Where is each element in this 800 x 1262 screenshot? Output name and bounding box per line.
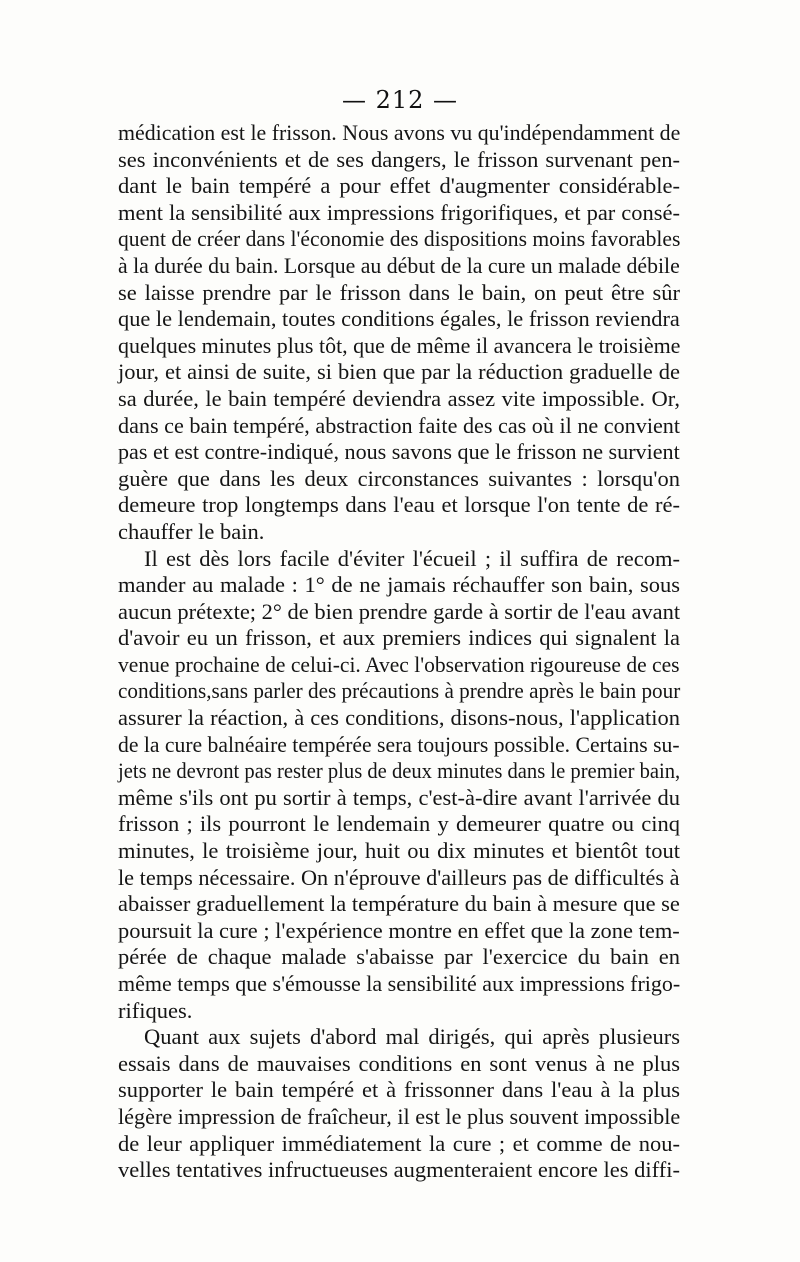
text-line: se laisse prendre par le frisson dans le bain, on peut être sûr (118, 279, 680, 305)
text-line: poursuit la cure ; l'expérience montre en effet que la zone tem- (118, 917, 680, 943)
text-line: frisson ; ils pourront le lendemain y demeurer quatre ou cinq (118, 811, 680, 837)
text-line: chauffer le bain. (118, 518, 265, 544)
text-line: guère que dans les deux circonstances suivantes : lorsqu'on (118, 465, 680, 491)
text-line: d'avoir eu un frisson, et aux premiers indices qui signalent la (118, 625, 680, 651)
text-line: même s'ils ont pu sortir à temps, c'est-à-dire avant l'arrivée du (118, 784, 680, 810)
text-line: conditions,sans parler des précautions à prendre après le bain pour (118, 678, 681, 704)
body-text (118, 120, 680, 1184)
text-line: dans ce bain tempéré, abstraction faite des cas où il ne convient (118, 412, 681, 438)
text-line: aucun prétexte; 2° de bien prendre garde à sortir de l'eau avant (118, 598, 681, 624)
text-line: le temps nécessaire. On n'éprouve d'ailleurs pas de difficultés à (118, 864, 680, 890)
page-number: — 212 — (341, 86, 459, 114)
text-line: assurer la réaction, à ces conditions, disons-nous, l'application (118, 705, 680, 731)
text-line: essais dans de mauvaises conditions en sont venus à ne plus (118, 1050, 680, 1076)
text-line: que le lendemain, toutes conditions égales, le frisson reviendra (118, 306, 680, 332)
text-line: minutes, le troisième jour, huit ou dix minutes et bientôt tout (118, 838, 680, 864)
text-line: Il est dès lors facile d'éviter l'écueil ; il suffira de recom- (144, 545, 680, 571)
text-line: supporter le bain tempéré et à frissonner dans l'eau à la plus (118, 1077, 680, 1103)
text-line: mander au malade : 1° de ne jamais réchauffer son bain, sous (118, 572, 680, 598)
text-line: légère impression de fraîcheur, il est le plus souvent impossible (118, 1103, 681, 1129)
text-line: même temps que s'émousse la sensibilité aux impressions frigo- (118, 971, 681, 996)
text-line: demeure trop longtemps dans l'eau et lorsque l'on tente de ré- (118, 492, 680, 518)
text-line: médication est le frisson. Nous avons vu qu'indépendamment de (118, 120, 681, 145)
text-line: velles tentatives infructueuses augmenteraient encore les diffi- (118, 1157, 680, 1183)
text-line: ment la sensibilité aux impressions frigorifiques, et par consé- (118, 199, 680, 225)
text-line: de la cure balnéaire tempérée sera toujours possible. Certains su- (118, 731, 680, 757)
text-line: quent de créer dans l'économie des dispositions moins favorables (118, 226, 681, 252)
text-line: jets ne devront pas rester plus de deux minutes dans le premier bain, (118, 758, 681, 784)
text-line: Quant aux sujets d'abord mal dirigés, qui après plusieurs (144, 1024, 680, 1050)
text-line: abaisser graduellement la température du bain à mesure que se (118, 891, 680, 917)
text-line: ses inconvénients et de ses dangers, le frisson survenant pen- (118, 146, 680, 172)
text-line: de leur appliquer immédiatement la cure ; et comme de nou- (118, 1130, 680, 1156)
text-line: venue prochaine de celui-ci. Avec l'observation rigoureuse de ces (118, 651, 680, 677)
text-line: quelques minutes plus tôt, que de même il avancera le troisième (118, 332, 681, 358)
text-line: dant le bain tempéré a pour effet d'augmenter considérable- (118, 173, 680, 199)
text-line: rifiques. (118, 997, 193, 1023)
text-line: jour, et ainsi de suite, si bien que par la réduction graduelle de (118, 359, 680, 385)
text-line: sa durée, le bain tempéré deviendra assez vite impossible. Or, (118, 385, 680, 411)
text-line: pas et est contre-indiqué, nous savons que le frisson ne survient (118, 439, 680, 465)
text-line: à la durée du bain. Lorsque au début de la cure un malade débile (118, 252, 680, 278)
text-line: pérée de chaque malade s'abaisse par l'exercice du bain en (118, 944, 680, 970)
